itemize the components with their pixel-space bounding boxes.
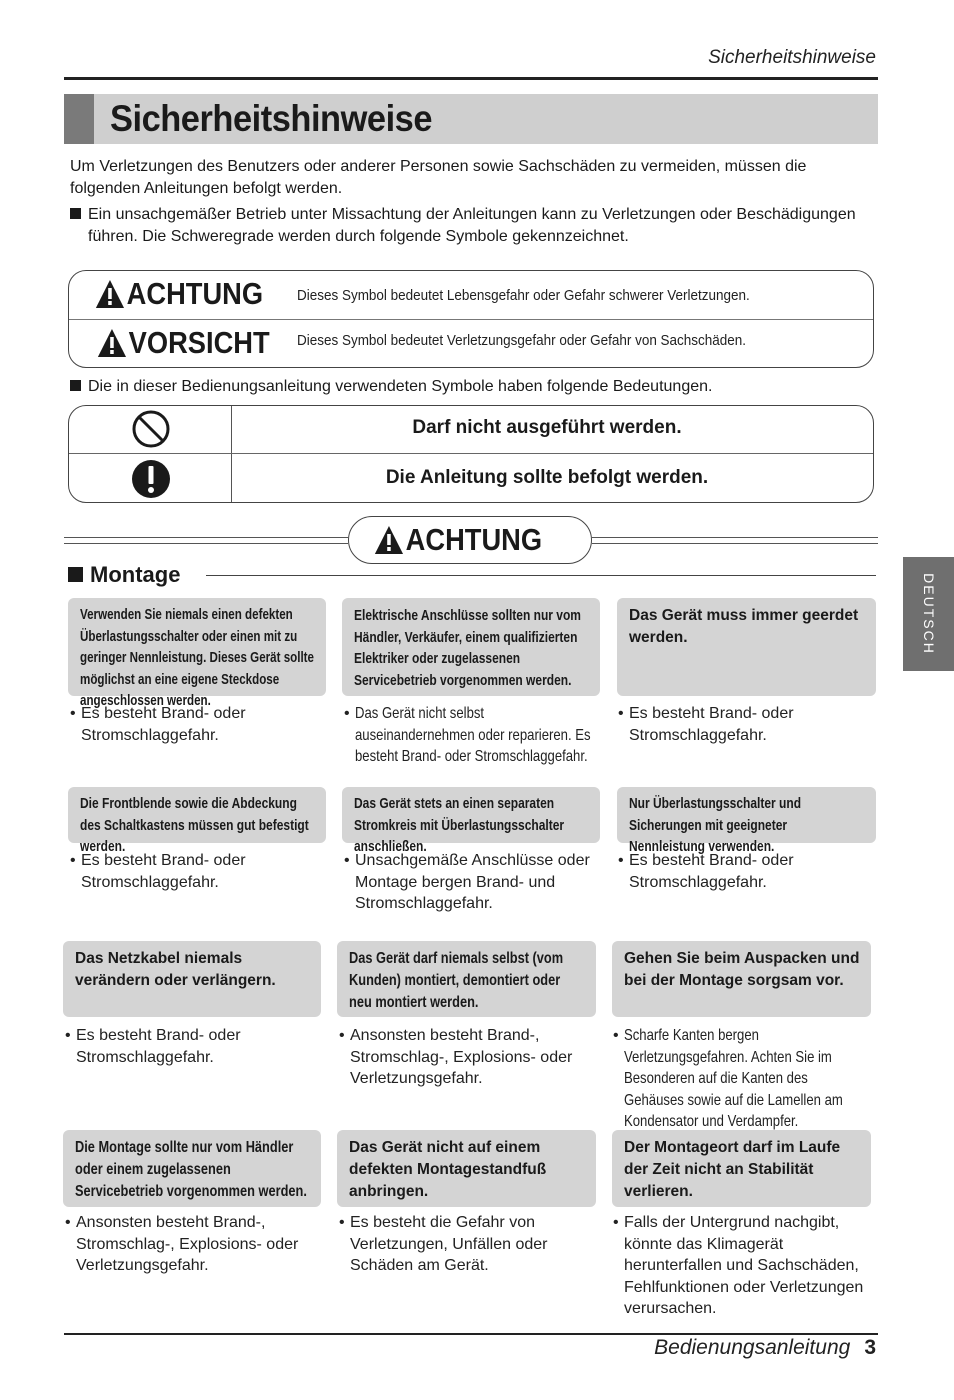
bullet-dot-icon: • <box>65 1214 71 1231</box>
card-title: Das Gerät darf niemals selbst (vom Kunden) montiert, demontiert oder neu montiert werden. <box>337 941 596 1017</box>
language-tab-label <box>903 557 954 671</box>
card-note: • Es besteht Brand- oder Stromschlaggefahr. <box>618 852 794 891</box>
page-number: 3 <box>864 1336 876 1359</box>
banner-line-left <box>64 537 348 538</box>
bullet-dot-icon: • <box>70 852 76 869</box>
card-title: Nur Überlastungsschalter und Sicherungen mit geeigneter Nennleistung verwenden. <box>617 787 876 843</box>
symbol-meaning-mandatory: Die Anleitung sollte befolgt werden. <box>385 467 709 488</box>
card-title: Die Frontblende sowie die Abdeckung des Schaltkastens müssen gut befestigt werden. <box>68 787 326 843</box>
bullet-dot-icon: • <box>65 1027 71 1044</box>
signal-vorsicht-text: Dieses Symbol bedeutet Verletzungsgefahr oder Gefahr von Sachschäden. <box>297 333 747 349</box>
title-bar-tab <box>64 94 94 144</box>
bullet-dot-icon: • <box>613 1214 619 1231</box>
language-tab-text: DEUTSCH <box>920 573 937 655</box>
square-bullet-icon <box>68 567 83 582</box>
symbols-note <box>70 376 712 398</box>
section-title: Montage <box>90 562 181 587</box>
card-note: • Falls der Untergrund nachgibt, könnte das Klimagerät herunterfallen und Sachschäden, Fehlfunktionen oder Verletzungen verursachen. <box>613 1214 864 1317</box>
page-title: Sicherheitshinweise <box>110 98 433 139</box>
card-title: Das Gerät nicht auf einem defekten Montagestandfuß anbringen. <box>337 1130 596 1207</box>
bullet-dot-icon: • <box>618 852 624 869</box>
bullet-dot-icon: • <box>344 705 350 722</box>
banner-line-right <box>592 543 878 544</box>
signal-word-divider <box>69 319 873 320</box>
intro-paragraph: Um Verletzungen des Benutzers oder anderer Personen sowie Sachschäden zu vermeiden, müssen die folgenden Anleitungen befolgt werden. <box>70 158 807 197</box>
section-heading <box>68 562 180 588</box>
bullet-dot-icon: • <box>344 852 350 869</box>
square-bullet-icon <box>70 208 81 219</box>
banner-signal <box>374 522 542 558</box>
card-note: • Es besteht Brand- oder Stromschlaggefahr. <box>70 852 246 891</box>
square-bullet-icon <box>70 380 81 391</box>
footer-rule <box>64 1333 878 1335</box>
card-title: Das Gerät muss immer geerdet werden. <box>617 598 876 696</box>
card-title: Verwenden Sie niemals einen defekten Überlastungsschalter oder einen mit zu geringer Nennleistung. Dieses Gerät sollte möglichst an eine eigene Steckdose angeschlossen werden. <box>68 598 326 696</box>
card-title: Das Netzkabel niemals verändern oder verlängern. <box>63 941 321 1017</box>
signal-achtung-text: Dieses Symbol bedeutet Lebensgefahr oder Gefahr schwerer Verletzungen. <box>297 288 750 304</box>
card-note: • Ansonsten besteht Brand-, Stromschlag-, Explosions- oder Verletzungsgefahr. <box>65 1214 299 1274</box>
running-header: Sicherheitshinweise <box>708 47 876 68</box>
card-note: • Es besteht Brand- oder Stromschlaggefahr. <box>618 705 794 744</box>
banner-signal-word: ACHTUNG <box>405 522 543 557</box>
signal-vorsicht <box>97 325 270 361</box>
bullet-dot-icon: • <box>618 705 624 722</box>
card-title: Die Montage sollte nur vom Händler oder einem zugelassenen Servicebetrieb vorgenommen werden. <box>63 1130 321 1207</box>
card-note: • Es besteht Brand- oder Stromschlaggefahr. <box>65 1027 241 1066</box>
signal-word-achtung: ACHTUNG <box>126 276 264 311</box>
signal-word-vorsicht: VORSICHT <box>128 325 270 360</box>
warning-triangle-icon <box>97 328 127 358</box>
symbol-meaning-prohibited: Darf nicht ausgeführt werden. <box>412 417 682 438</box>
signal-achtung <box>95 276 263 312</box>
banner-line-right <box>592 537 878 538</box>
card-title: Gehen Sie beim Auspacken und bei der Montage sorgsam vor. <box>612 941 871 1017</box>
warning-triangle-icon <box>374 525 404 555</box>
card-note: • Es besteht die Gefahr von Verletzungen, Unfällen oder Schäden am Gerät. <box>339 1214 548 1274</box>
footer <box>654 1336 876 1360</box>
card-title: Elektrische Anschlüsse sollten nur vom Händler, Verkäufer, einem qualifizierten Elektriker oder zugelassenen Servicebetrieb vorgenommen werden. <box>342 598 600 696</box>
card-note: • Das Gerät nicht selbst auseinandernehmen oder reparieren. Es besteht Brand- oder Stromschlaggefahr. <box>344 705 591 765</box>
card-title: Das Gerät stets an einen separaten Stromkreis mit Überlastungsschalter anschließen. <box>342 787 600 843</box>
bullet-dot-icon: • <box>339 1027 345 1044</box>
card-note: • Unsachgemäße Anschlüsse oder Montage bergen Brand- und Stromschlaggefahr. <box>344 852 590 912</box>
bullet-dot-icon: • <box>339 1214 345 1231</box>
prohibited-icon <box>130 409 172 449</box>
card-note: • Ansonsten besteht Brand-, Stromschlag-, Explosions- oder Verletzungsgefahr. <box>339 1027 573 1087</box>
mandatory-exclamation-icon <box>130 458 172 500</box>
warning-triangle-icon <box>95 279 125 309</box>
footer-label: Bedienungsanleitung <box>654 1336 851 1359</box>
card-note: • Scharfe Kanten bergen Verletzungsgefahren. Achten Sie im Besonderen auf die Kanten des Gehäuses sowie auf die Lamellen am Kondensator und Verdampfer. <box>613 1027 843 1130</box>
symbols-note-text: Die in dieser Bedienungsanleitung verwendeten Symbole haben folgende Bedeutungen. <box>88 378 713 395</box>
severity-note-text: Ein unsachgemäßer Betrieb unter Missachtung der Anleitungen kann zu Verletzungen oder Beschädigungen führen. Die Schweregrade werden durch folgende Symbole gekennzeichnet. <box>88 206 856 245</box>
header-rule <box>64 77 878 80</box>
banner-line-left <box>64 543 348 544</box>
card-title: Der Montageort darf im Laufe der Zeit nicht an Stabilität verlieren. <box>612 1130 871 1207</box>
bullet-dot-icon: • <box>613 1027 619 1044</box>
severity-note <box>70 204 888 248</box>
card-note: • Es besteht Brand- oder Stromschlaggefahr. <box>70 705 246 744</box>
symbols-table-hdivider <box>69 453 873 454</box>
bullet-dot-icon: • <box>70 705 76 722</box>
section-rule <box>206 575 876 576</box>
